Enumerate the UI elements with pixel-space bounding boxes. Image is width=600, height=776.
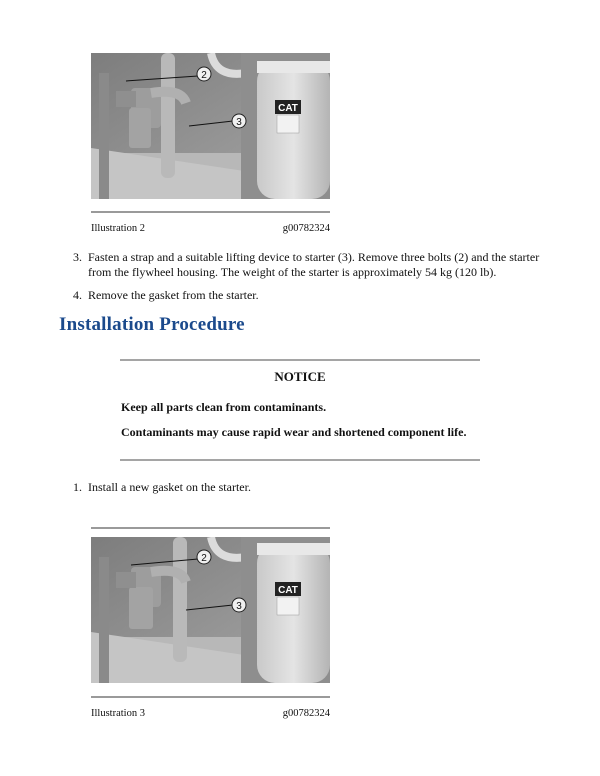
figure-caption [91, 708, 330, 720]
removal-step-3 [73, 250, 543, 280]
step-number: 4. [73, 288, 82, 302]
notice-bottom-rule [120, 459, 480, 461]
figure-label: Illustration 3 [91, 708, 145, 719]
svg-text:CAT: CAT [278, 585, 298, 596]
step-text: Remove the gasket from the starter. [88, 288, 259, 302]
figure-rule [91, 696, 330, 698]
svg-text:3: 3 [236, 601, 242, 612]
svg-text:CAT: CAT [278, 103, 298, 114]
step-number: 3. [73, 250, 82, 264]
starter-photo-image [91, 53, 330, 199]
step-text: Install a new gasket on the starter. [88, 480, 251, 494]
starter-photo-image [91, 537, 330, 683]
figure-rule [91, 211, 330, 213]
figure-id: g00782324 [282, 708, 330, 719]
illustration-3-photo [91, 537, 330, 683]
svg-text:3: 3 [236, 117, 242, 128]
figure-label: Illustration 2 [91, 223, 145, 234]
step-text: Fasten a strap and a suitable lifting device to starter (3). Remove three bolts (2) and the starter from the flywheel housing. The weight of the starter is approximately 54 kg (120 lb). [88, 250, 540, 279]
notice-top-rule [120, 359, 480, 361]
svg-text:2: 2 [201, 553, 207, 564]
notice-line: Contaminants may cause rapid wear and shortened component life. [121, 425, 467, 439]
notice-title: NOTICE [274, 369, 326, 384]
figure-top-rule [91, 527, 330, 529]
figure-id: g00782324 [282, 223, 330, 234]
illustration-2-photo [91, 53, 330, 199]
step-number: 1. [73, 480, 82, 494]
figure-caption [91, 223, 330, 235]
removal-step-4 [73, 288, 543, 303]
installation-step-1 [73, 480, 543, 495]
svg-text:2: 2 [201, 70, 207, 81]
notice-line: Keep all parts clean from contaminants. [121, 400, 327, 414]
section-heading: Installation Procedure [59, 314, 245, 335]
